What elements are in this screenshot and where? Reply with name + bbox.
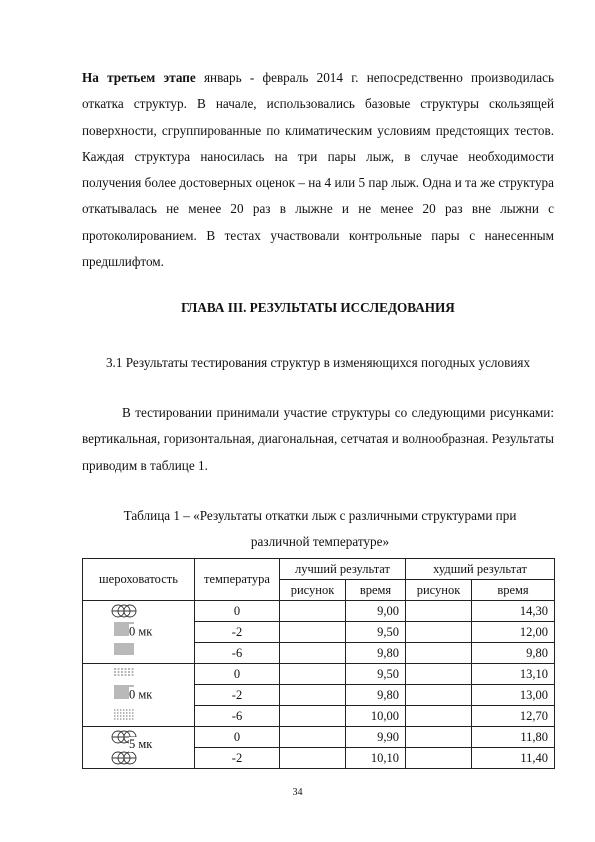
roughness-cell xyxy=(83,664,195,727)
best-time-cell: 10,00 xyxy=(346,706,406,727)
worst-pattern-cell xyxy=(406,643,472,664)
intro-paragraph-text: январь - февраль 2014 г. непосредственно производилась откатка структур. В начале, использовались базовые структуры скользящей поверхности, сгруппированные по климатическим условиям предстоящих тестов. Каждая структура наносилась на три пары лыж, в случае необходимости получения более достоверных оценок – на 4 или 5 пар лыж. Одна и та же структура откатывалась не менее 20 раз в лыжне и не менее 20 раз вне лыжни с протоколированием. В тестах участвовали контрольные пары с нанесенным предшлифтом. xyxy=(82,70,554,270)
temperature-cell: 0 xyxy=(195,727,280,748)
section-heading: 3.1 Результаты тестирования структур в изменяющихся погодных условиях xyxy=(105,355,531,370)
best-pattern-cell xyxy=(280,706,346,727)
intro-paragraph xyxy=(82,65,554,275)
header-best-result: лучший результат xyxy=(280,559,406,580)
worst-pattern-cell xyxy=(406,706,472,727)
header-roughness: шероховатость xyxy=(83,559,195,601)
best-time-cell: 10,10 xyxy=(346,748,406,769)
worst-pattern-cell xyxy=(406,601,472,622)
worst-time-cell: 12,00 xyxy=(472,622,555,643)
worst-pattern-cell xyxy=(406,664,472,685)
temperature-cell: -2 xyxy=(195,622,280,643)
header-best-time: время xyxy=(346,580,406,601)
temperature-cell: 0 xyxy=(195,664,280,685)
roughness-label: 0 мк xyxy=(129,624,153,639)
page-number: 34 xyxy=(292,787,303,798)
intro-lead-bold: На третьем этапе xyxy=(82,70,196,85)
best-pattern-cell xyxy=(280,643,346,664)
best-pattern-cell xyxy=(280,685,346,706)
table-row xyxy=(83,664,555,685)
temperature-cell: -2 xyxy=(195,748,280,769)
temperature-cell: -6 xyxy=(195,643,280,664)
worst-time-cell: 11,40 xyxy=(472,748,555,769)
worst-time-cell: 13,00 xyxy=(472,685,555,706)
worst-time-cell: 11,80 xyxy=(472,727,555,748)
best-time-cell: 9,80 xyxy=(346,643,406,664)
worst-time-cell: 12,70 xyxy=(472,706,555,727)
chapter-heading: ГЛАВА III. РЕЗУЛЬТАТЫ ИССЛЕДОВАНИЯ xyxy=(181,300,455,315)
worst-time-cell: 9,80 xyxy=(472,643,555,664)
best-time-cell: 9,00 xyxy=(346,601,406,622)
best-pattern-cell xyxy=(280,601,346,622)
best-pattern-cell xyxy=(280,748,346,769)
roughness-cell xyxy=(83,727,195,769)
header-temperature: температура xyxy=(195,559,280,601)
best-pattern-cell xyxy=(280,664,346,685)
worst-pattern-cell xyxy=(406,748,472,769)
worst-time-cell: 14,30 xyxy=(472,601,555,622)
table-row xyxy=(83,727,555,748)
header-worst-pattern: рисунок xyxy=(406,580,472,601)
temperature-cell: -6 xyxy=(195,706,280,727)
worst-pattern-cell xyxy=(406,727,472,748)
best-time-cell: 9,90 xyxy=(346,727,406,748)
best-time-cell: 9,80 xyxy=(346,685,406,706)
worst-pattern-cell xyxy=(406,622,472,643)
temperature-cell: 0 xyxy=(195,601,280,622)
header-best-pattern: рисунок xyxy=(280,580,346,601)
body-paragraph: В тестировании принимали участие структуры со следующими рисунками: вертикальная, горизонтальная, диагональная, сетчатая и волнообразная. Результаты приводим в таблице 1. xyxy=(82,405,554,473)
best-time-cell: 9,50 xyxy=(346,664,406,685)
table-row xyxy=(83,601,555,622)
best-time-cell: 9,50 xyxy=(346,622,406,643)
roughness-label: 0 мк xyxy=(129,687,153,702)
worst-time-cell: 13,10 xyxy=(472,664,555,685)
best-pattern-cell xyxy=(280,727,346,748)
header-worst-result: худший результат xyxy=(406,559,555,580)
header-worst-time: время xyxy=(472,580,555,601)
roughness-label: 5 мк xyxy=(129,737,153,751)
roughness-cell xyxy=(83,601,195,664)
best-pattern-cell xyxy=(280,622,346,643)
results-table xyxy=(82,558,555,769)
worst-pattern-cell xyxy=(406,685,472,706)
table-caption: Таблица 1 – «Результаты откатки лыж с различными структурами при различной температуре» xyxy=(123,508,517,549)
temperature-cell: -2 xyxy=(195,685,280,706)
